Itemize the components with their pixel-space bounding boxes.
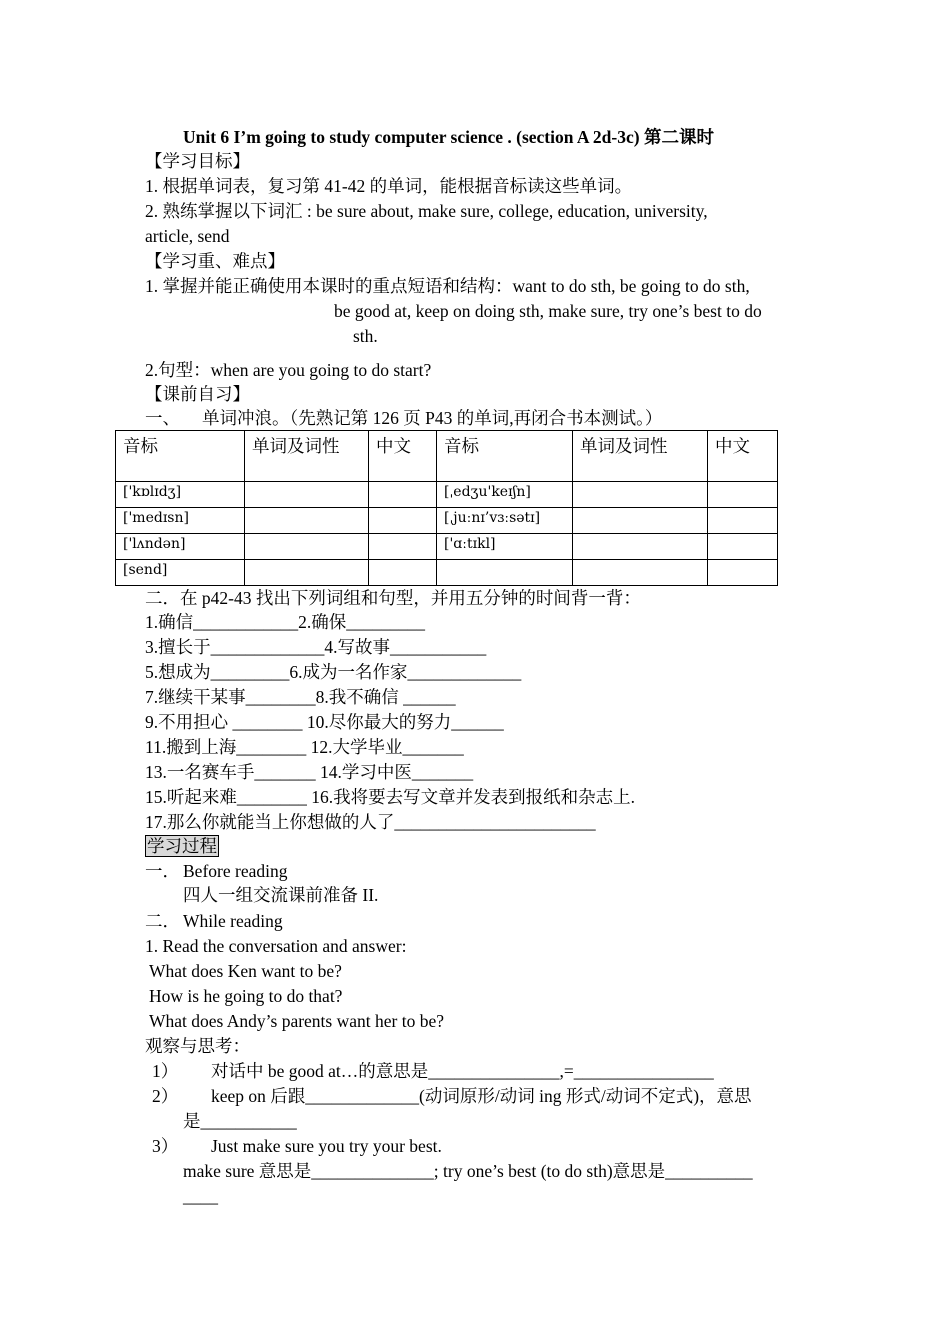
- header-word: 单词及词性: [245, 431, 369, 482]
- phrase-line: 9.不用担心 ________ 10.尽你最大的努力______: [145, 712, 504, 732]
- answer-cell[interactable]: [708, 534, 778, 560]
- part1-instruction: 单词冲浪。（先熟记第 126 页 P43 的单词,再闭合书本测试。）: [202, 408, 663, 428]
- observe-3-number: 3）: [152, 1136, 179, 1156]
- answer-cell[interactable]: [573, 534, 708, 560]
- observe-2-number: 2）: [152, 1086, 179, 1106]
- phonetic-cell: ['kɒlɪdʒ]: [116, 482, 245, 508]
- answer-cell[interactable]: [573, 508, 708, 534]
- header-chinese-2: 中文: [708, 431, 778, 482]
- goal-item-2-cont: article, send: [145, 226, 230, 246]
- observe-3-text: Just make sure you try your best.: [211, 1136, 442, 1156]
- phonetic-cell: [ˌedʒu'keɪʃn]: [437, 482, 573, 508]
- observe-3-line2: make sure 意思是______________; try one’s best (to do sth)意思是__________: [183, 1161, 753, 1181]
- phonetic-cell: [send]: [116, 560, 245, 586]
- question: How is he going to do that?: [149, 986, 343, 1006]
- part1-number: 一、: [145, 408, 180, 428]
- answer-cell[interactable]: [369, 560, 437, 586]
- task-1: 1. Read the conversation and answer:: [145, 936, 407, 956]
- phrase-line: 11.搬到上海________ 12.大学毕业_______: [145, 737, 464, 757]
- key-point-1-end: sth.: [353, 326, 378, 346]
- before-reading-text: 四人一组交流课前准备 II.: [183, 885, 379, 905]
- answer-cell[interactable]: [573, 560, 708, 586]
- phonetic-cell: ['medɪsn]: [116, 508, 245, 534]
- phonetic-cell: ['lʌndən]: [116, 534, 245, 560]
- while-reading-number: 二．: [145, 911, 180, 931]
- answer-cell[interactable]: [708, 508, 778, 534]
- observe-2-cont: 是___________: [183, 1111, 297, 1131]
- phrase-line: 5.想成为_________6.成为一名作家_____________: [145, 662, 522, 682]
- header-word-2: 单词及词性: [573, 431, 708, 482]
- answer-cell[interactable]: [369, 482, 437, 508]
- section-heading-process: 学习过程: [147, 836, 217, 856]
- goal-item-2: 2. 熟练掌握以下词汇 : be sure about, make sure, college, education, university,: [145, 201, 708, 221]
- phrase-line: 17.那么你就能当上你想做的人了_______________________: [145, 812, 596, 832]
- phrase-line: 15.听起来难________ 16.我将要去写文章并发表到报纸和杂志上.: [145, 787, 635, 807]
- section-heading-preview: 【课前自习】: [145, 384, 250, 404]
- answer-cell[interactable]: [708, 560, 778, 586]
- question: What does Ken want to be?: [149, 961, 342, 981]
- phrase-line: 13.一名赛车手_______ 14.学习中医_______: [145, 762, 474, 782]
- answer-cell[interactable]: [369, 534, 437, 560]
- table-row: [116, 534, 778, 560]
- table-row: [116, 508, 778, 534]
- phonetic-cell: [ˌjuːnɪ’vɜːsətɪ]: [437, 508, 573, 534]
- vocab-table: [115, 430, 778, 586]
- phrase-line: 7.继续干某事________8.我不确信 ______: [145, 687, 456, 707]
- answer-cell[interactable]: [245, 508, 369, 534]
- answer-cell[interactable]: [245, 482, 369, 508]
- key-point-1: 1. 掌握并能正确使用本课时的重点短语和结构：want to do sth, be going to do sth,: [145, 276, 750, 296]
- goal-item-1: 1. 根据单词表，复习第 41-42 的单词，能根据音标读这些单词。: [145, 176, 633, 196]
- section-heading-key-points: 【学习重、难点】: [145, 251, 285, 271]
- observe-heading: 观察与思考：: [145, 1036, 250, 1056]
- header-phonetic-2: 音标: [437, 431, 573, 482]
- before-reading-title: Before reading: [183, 861, 288, 881]
- part2-instruction: 二．在 p42-43 找出下列词组和句型，并用五分钟的时间背一背：: [145, 588, 641, 608]
- answer-cell[interactable]: [708, 482, 778, 508]
- observe-1-number: 1）: [152, 1061, 179, 1081]
- header-phonetic: 音标: [116, 431, 245, 482]
- table-row: [116, 560, 778, 586]
- observe-1-text: 对话中 be good at…的意思是_______________,=________________: [211, 1061, 714, 1081]
- while-reading-title: While reading: [183, 911, 283, 931]
- answer-cell[interactable]: [245, 560, 369, 586]
- answer-cell[interactable]: [573, 482, 708, 508]
- section-heading-goals: 【学习目标】: [145, 151, 250, 171]
- observe-2-text: keep on 后跟_____________(动词原形/动词 ing 形式/动词不定式)，意思: [211, 1086, 752, 1106]
- question: What does Andy’s parents want her to be?: [149, 1011, 444, 1031]
- key-point-2: 2.句型：when are you going to do start?: [145, 360, 432, 380]
- page-title: Unit 6 I’m going to study computer science . (section A 2d-3c) 第二课时: [183, 127, 714, 147]
- before-reading-number: 一．: [145, 861, 180, 881]
- phonetic-cell: [437, 560, 573, 586]
- phonetic-cell: ['ɑːtɪkl]: [437, 534, 573, 560]
- key-point-1-cont: be good at, keep on doing sth, make sure, try one’s best to do: [334, 301, 762, 321]
- answer-cell[interactable]: [369, 508, 437, 534]
- answer-cell[interactable]: [245, 534, 369, 560]
- header-chinese: 中文: [369, 431, 437, 482]
- table-row: [116, 482, 778, 508]
- phrase-line: 1.确信____________2.确保_________: [145, 612, 425, 632]
- process-heading-wrap: [145, 835, 219, 857]
- vocab-table-header: [116, 431, 778, 482]
- phrase-line: 3.擅长于_____________4.写故事___________: [145, 637, 487, 657]
- observe-3-line3: ____: [183, 1186, 218, 1206]
